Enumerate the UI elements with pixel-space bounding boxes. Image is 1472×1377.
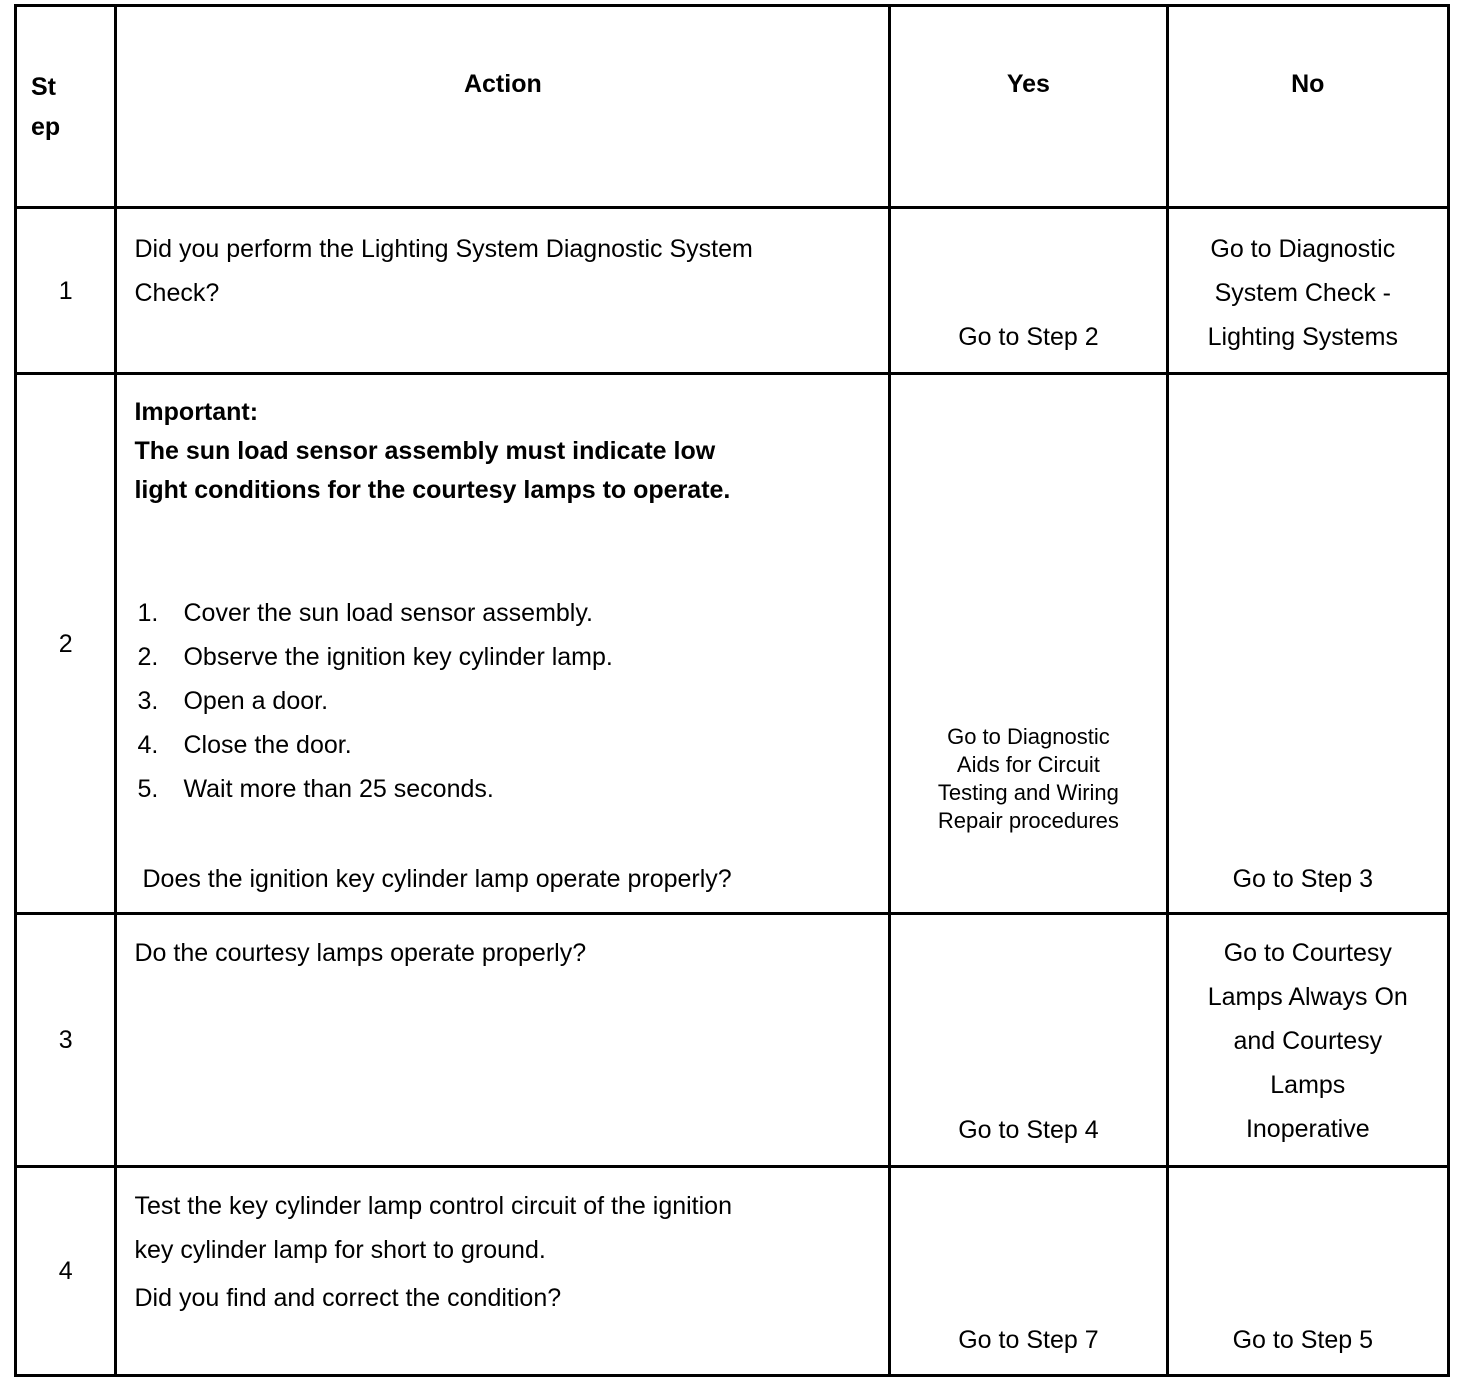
yes-link[interactable]: Go to Step 4 [958, 1116, 1099, 1144]
no-cell [1167, 1167, 1448, 1376]
table-row-step-1 [16, 208, 1449, 374]
action-cell [116, 374, 890, 914]
no-cell [1167, 914, 1448, 1167]
header-step [16, 6, 116, 208]
action-cell [116, 914, 890, 1167]
yes-cell [890, 208, 1167, 374]
action-line: Did you perform the Lighting System Diagnostic System [134, 235, 753, 263]
action-line: Check? [134, 279, 220, 307]
no-line: Inoperative [1245, 1115, 1370, 1143]
action-line: Do the courtesy lamps operate properly? [134, 939, 587, 967]
yes-line: Testing and Wiring [937, 780, 1119, 805]
action-line: key cylinder lamp for short to ground. [134, 1236, 546, 1264]
no-line: Lamps [1270, 1071, 1346, 1099]
table-header-row [16, 6, 1449, 208]
header-no: No [1167, 6, 1448, 208]
no-link[interactable] [1169, 227, 1437, 359]
question-text: Did you find and correct the condition? [134, 1284, 562, 1312]
action-line: Test the key cylinder lamp control circuit of the ignition [134, 1192, 732, 1220]
no-link[interactable]: Go to Step 3 [1232, 865, 1373, 893]
important-line: The sun load sensor assembly must indicate low [134, 437, 716, 465]
yes-cell [890, 374, 1167, 914]
no-line: Lamps Always On [1207, 983, 1408, 1011]
yes-link[interactable]: Go to Step 7 [958, 1326, 1099, 1354]
no-cell [1167, 208, 1448, 374]
header-step-line-1: St [31, 72, 56, 101]
no-link[interactable] [1169, 931, 1447, 1151]
diagnostic-table [14, 4, 1450, 1377]
table-row-step-4 [16, 1167, 1449, 1376]
header-action: Action [116, 6, 890, 208]
list-item: 3. Open a door. [137, 687, 329, 715]
no-link[interactable]: Go to Step 5 [1232, 1326, 1373, 1354]
no-line: and Courtesy [1233, 1027, 1383, 1055]
important-label: Important: [134, 398, 259, 426]
yes-line: Aids for Circuit [956, 752, 1100, 777]
yes-cell [890, 1167, 1167, 1376]
header-yes: Yes [890, 6, 1167, 208]
step-number: 2 [16, 374, 116, 914]
procedure-list [137, 591, 612, 811]
table-row-step-2 [16, 374, 1449, 914]
yes-cell [890, 914, 1167, 1167]
no-line: System Check - [1214, 279, 1392, 307]
question-text: Does the ignition key cylinder lamp operate properly? [142, 865, 732, 893]
step-number: 3 [16, 914, 116, 1167]
list-item: 2. Observe the ignition key cylinder lamp. [137, 643, 613, 671]
yes-link[interactable] [891, 723, 1165, 835]
no-cell [1167, 374, 1448, 914]
no-line: Go to Courtesy [1223, 939, 1392, 967]
yes-line: Go to Diagnostic [947, 724, 1110, 749]
yes-line: Repair procedures [937, 808, 1119, 833]
action-cell [116, 208, 890, 374]
list-item: 4. Close the door. [137, 731, 352, 759]
yes-link[interactable]: Go to Step 2 [958, 323, 1099, 351]
list-item: 5. Wait more than 25 seconds. [137, 775, 494, 803]
important-note [134, 393, 730, 510]
action-cell [116, 1167, 890, 1376]
no-line: Go to Diagnostic [1210, 235, 1396, 263]
header-step-line-2: ep [31, 112, 61, 141]
step-number: 1 [16, 208, 116, 374]
important-line: light conditions for the courtesy lamps to operate. [134, 476, 731, 504]
list-item: 1. Cover the sun load sensor assembly. [137, 599, 593, 627]
table-row-step-3 [16, 914, 1449, 1167]
no-line: Lighting Systems [1207, 323, 1398, 351]
step-number: 4 [16, 1167, 116, 1376]
